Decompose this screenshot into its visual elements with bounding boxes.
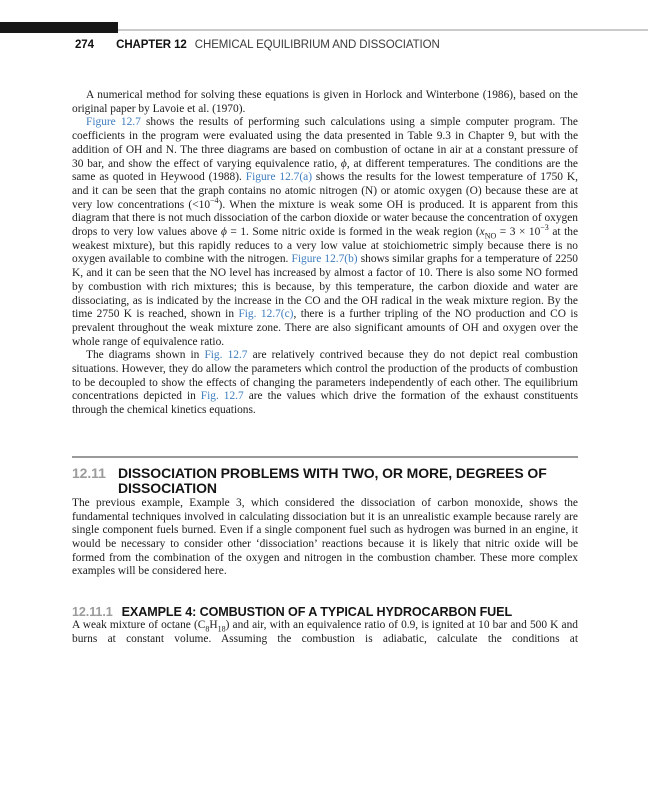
page-number: 274 bbox=[75, 39, 94, 51]
figure-reference-link[interactable]: Fig. 12.7 bbox=[204, 349, 248, 362]
text-run: x bbox=[479, 226, 485, 239]
section-divider bbox=[72, 456, 578, 458]
text-run: = 3 × 10 bbox=[496, 226, 541, 239]
text-run: 18 bbox=[217, 624, 226, 634]
text-run: The previous example, Example 3, which considered the dissociation of carbon monoxide, shows the fundamental techniques involved in calculating dissociation but it is an unrealistic example because rarely are single component fuels burned. Even if a single component fuel such as hydrogen was burned in an engine, it would be necessary to consider other ‘dissociation’ reactions because it is likely that nitric oxide will be formed from the combination of the oxygen and nitrogen in the combustion chamber. These more complex examples will be considered here. bbox=[72, 496, 578, 578]
paragraph bbox=[72, 619, 578, 646]
text-run: shows the results of performing such calculations using a simple computer program. The coefficients in the program were evaluated using the data presented in Table 9.3 in Chapter 9, but with the addition of OH and N. The three diagrams are based on combustion of octane in air at a constant pressure of 30 bar, and show the effect of varying equivalence ratio, bbox=[72, 116, 578, 170]
figure-reference-link[interactable]: Fig. 12.7 bbox=[200, 390, 244, 403]
section-title: DISSOCIATION PROBLEMS WITH TWO, OR MORE, DEGREES OF DISSOCIATION bbox=[118, 464, 547, 497]
figure-reference-link[interactable]: Figure 12.7 bbox=[86, 116, 141, 129]
text-run: , at different temperatures. The conditions are the same as quoted in Heywood (1988). bbox=[72, 157, 578, 184]
text-run: A numerical method for solving these equations is given in Horlock and Winterbone (1986), based on the original paper by Lavoie et al. (1970). bbox=[72, 89, 578, 115]
text-run: ) and air, with an equivalence ratio of 0.9, is ignited at 10 bar and 500 K and burns at constant volume. Assuming the combustion is adiabatic, calculate the conditions at bbox=[72, 619, 578, 645]
text-run: −3 bbox=[540, 223, 549, 233]
text-run: are the values which drive the formation of the exhaust constituents through the chemical kinetics equations. bbox=[72, 390, 579, 417]
page-header bbox=[75, 39, 440, 51]
text-run: at the weakest mixture), but this rapidly reduces to a very low value at stoichiometric simply because there is no oxygen available to combine with the nitrogen. bbox=[72, 226, 578, 266]
paragraph bbox=[72, 89, 578, 116]
text-run: A weak mixture of octane (C bbox=[72, 619, 206, 632]
text-run: shows similar graphs for a temperature of 2250 K, and it can be seen that the NO level has increased by almost a factor of 10. There is also some NO formed by combustion with rich mixtures; this is because, by this temperature, the carbon dioxide and water are dissociating, as is indicated by the increase in the CO and the OH radical in the weak mixture region. By the time 2750 K is reached, shown in bbox=[72, 253, 578, 321]
text-run: shows the results for the lowest temperature of 1750 K, and it can be seen that the graph contains no atomic nitrogen (N) or atomic oxygen (O) because these are at very low concentrations (<10 bbox=[72, 171, 578, 211]
chapter-title: CHEMICAL EQUILIBRIUM AND DISSOCIATION bbox=[194, 39, 440, 51]
header-rule bbox=[118, 29, 648, 31]
paragraph bbox=[72, 116, 578, 349]
subsection-number: 12.11.1 bbox=[72, 605, 113, 620]
subsection-heading bbox=[72, 605, 578, 619]
text-run: ϕ bbox=[220, 226, 227, 239]
subsection-title: EXAMPLE 4: COMBUSTION OF A TYPICAL HYDROCARBON FUEL bbox=[121, 605, 513, 620]
text-run: ). When the mixture is weak some OH is produced. It is apparent from this diagram that there is not much dissociation of the carbon dioxide or water because the concentration of oxygen drops to very low values above bbox=[72, 198, 578, 239]
chapter-label: CHAPTER 12 bbox=[116, 39, 187, 51]
text-run: 8 bbox=[205, 624, 210, 634]
text-run: = 1. Some nitric oxide is formed in the weak region ( bbox=[226, 226, 480, 239]
section-heading bbox=[72, 466, 578, 497]
figure-reference-link[interactable]: Figure 12.7(a) bbox=[245, 171, 312, 184]
text-run: −4 bbox=[210, 195, 219, 205]
section-number: 12.11 bbox=[72, 464, 106, 481]
figure-reference-link[interactable]: Fig. 12.7(c) bbox=[238, 308, 294, 321]
paragraph bbox=[72, 349, 578, 418]
page-body bbox=[72, 89, 578, 647]
text-run: , there is a further tripling of the NO production and CO is prevalent throughout the weak mixture zone. There are also significant amounts of OH and oxygen over the whole range of equivalence ratio. bbox=[72, 308, 578, 348]
figure-reference-link[interactable]: Figure 12.7(b) bbox=[291, 253, 358, 266]
text-run: NO bbox=[484, 231, 497, 241]
header-black-bar bbox=[0, 22, 118, 33]
text-run: The diagrams shown in bbox=[86, 349, 205, 362]
text-run: ϕ bbox=[340, 157, 347, 170]
text-run: H bbox=[209, 619, 218, 632]
text-run: are relatively contrived because they do not depict real combustion situations. However, they do allow the parameters which control the production of the products of combustion to be decoupled to show the effects of changing the parameters independently of each other. The equilibrium concentrations depicted in bbox=[72, 349, 578, 403]
paragraph bbox=[72, 497, 578, 579]
